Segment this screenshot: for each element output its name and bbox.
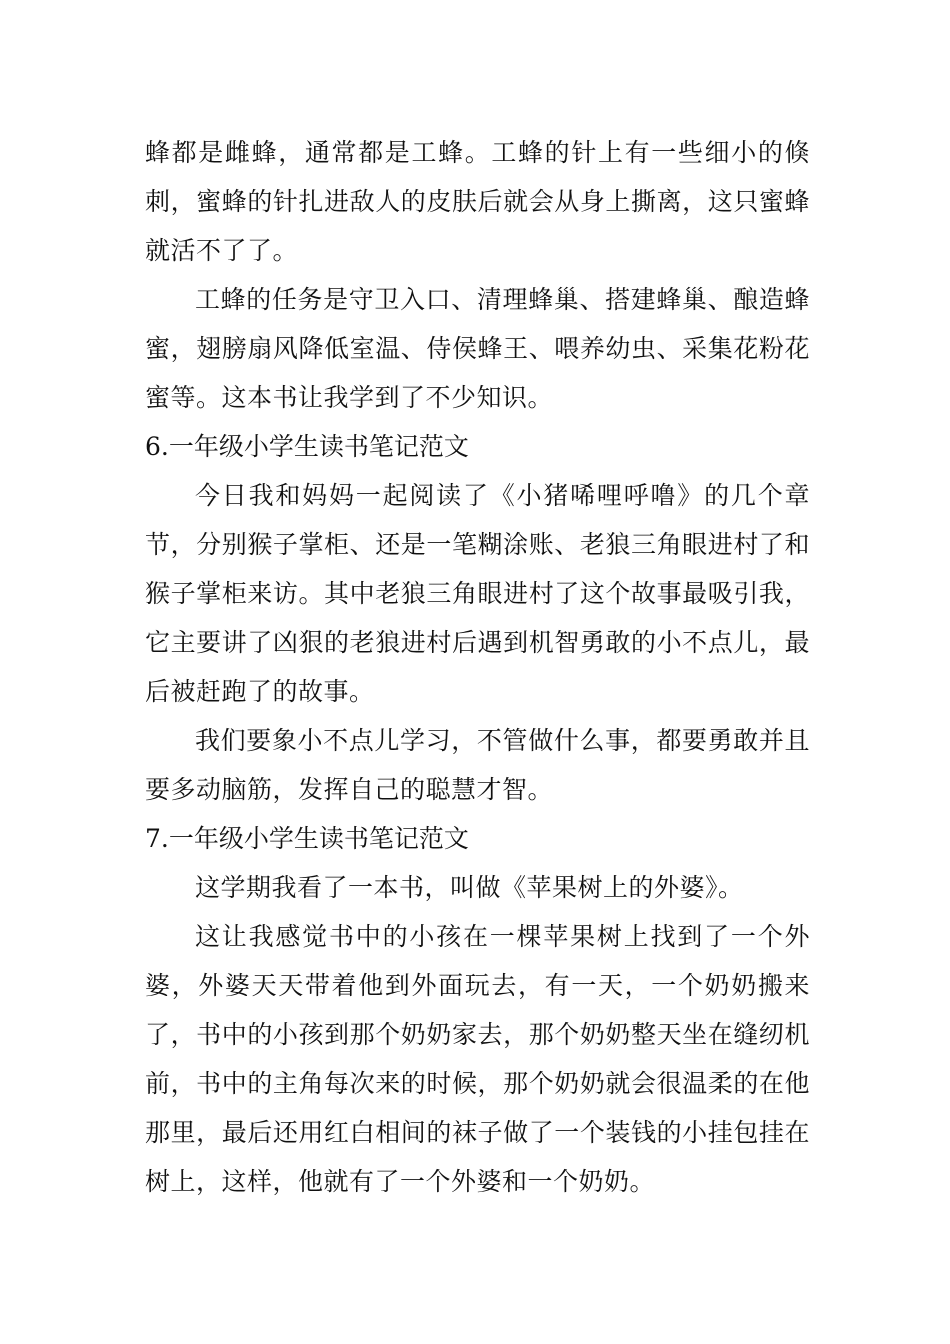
paragraph-learn-from-xiaobudian: 我们要象小不点儿学习，不管做什么事，都要勇敢并且要多动脑筋，发挥自己的聪慧才智。 — [145, 726, 810, 804]
paragraph-piggy-reading: 今日我和妈妈一起阅读了《小猪唏哩呼噜》的几个章节，分别猴子掌柜、还是一笔糊涂账、老狼三角眼进村了和猴子掌柜来访。其中老狼三角眼进村了这个故事最吸引我，它主要讲了凶狠的老狼进村后遇到机智勇敢的小不点儿，最后被赶跑了的故事。 — [145, 481, 810, 706]
paragraph-worker-bee-sting: 蜂都是雌蜂，通常都是工蜂。工蜂的针上有一些细小的倏刺，蜜蜂的针扎进敌人的皮肤后就会从身上撕离，这只蜜蜂就活不了了。 — [145, 138, 810, 265]
paragraph-apple-tree-story: 这让我感觉书中的小孩在一棵苹果树上找到了一个外婆，外婆天天带着他到外面玩去，有一天，一个奶奶搬来了，书中的小孩到那个奶奶家去，那个奶奶整天坐在缝纫机前，书中的主角每次来的时候，那个奶奶就会很温柔的在他那里，最后还用红白相间的袜子做了一个装钱的小挂包挂在树上，这样，他就有了一个外婆和一个奶奶。 — [145, 922, 810, 1196]
section-heading-6: 6.一年级小学生读书笔记范文 — [145, 432, 469, 461]
document-body — [145, 128, 810, 1206]
paragraph-worker-bee-tasks: 工蜂的任务是守卫入口、清理蜂巢、搭建蜂巢、酿造蜂蜜，翅膀扇风降低室温、侍侯蜂王、喂养幼虫、采集花粉花蜜等。这本书让我学到了不少知识。 — [145, 285, 810, 412]
paragraph-apple-tree-book: 这学期我看了一本书，叫做《苹果树上的外婆》。 — [195, 873, 744, 902]
section-heading-7: 7.一年级小学生读书笔记范文 — [145, 824, 469, 853]
